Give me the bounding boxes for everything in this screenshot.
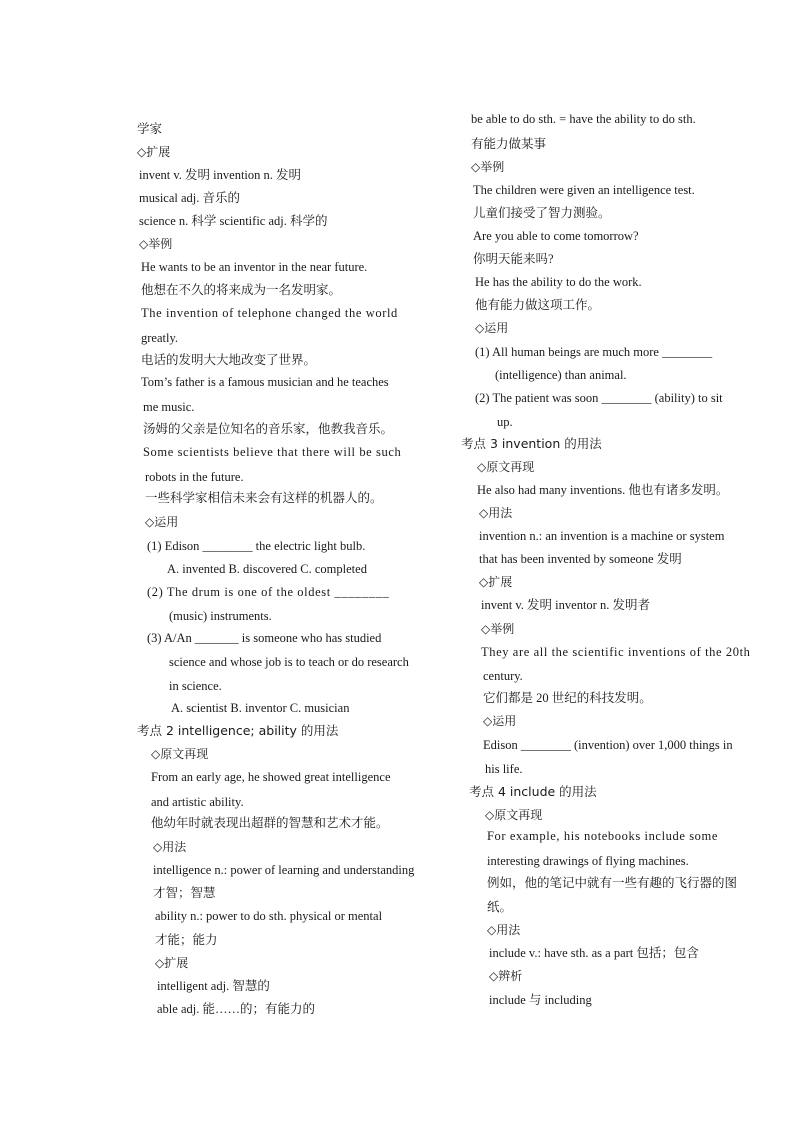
text-line: Some scientists believe that there will be such <box>143 445 402 459</box>
text-line: ability n.: power to do sth. physical or mental <box>155 909 383 923</box>
text-line: 学家 <box>137 122 163 136</box>
section-label: ◇扩展 <box>479 575 513 589</box>
text-line: He also had many inventions. 他也有诸多发明。 <box>477 483 729 497</box>
text-line: A. invented B. discovered C. completed <box>167 562 367 576</box>
text-line: 例如，他的笔记中就有一些有趣的飞行器的图 <box>487 876 738 890</box>
section-label: ◇运用 <box>145 515 179 529</box>
text-line: The children were given an intelligence test. <box>473 183 695 197</box>
text-line: (2) The drum is one of the oldest ________ <box>147 585 390 599</box>
text-line: 儿童们接受了智力测验。 <box>473 206 611 220</box>
topic-heading: 考点 3 invention 的用法 <box>461 436 602 451</box>
text-line: 有能力做某事 <box>471 137 547 151</box>
text-line: able adj. 能……的；有能力的 <box>157 1002 315 1016</box>
section-label: ◇举例 <box>471 160 505 174</box>
text-line: 它们都是 20 世纪的科技发明。 <box>483 691 652 705</box>
text-line: and artistic ability. <box>151 795 244 809</box>
text-line: 纸。 <box>487 900 513 914</box>
text-line: From an early age, he showed great intelligence <box>151 770 391 784</box>
text-line: (1) All human beings are much more ________ <box>475 345 713 359</box>
text-line: He has the ability to do the work. <box>475 275 642 289</box>
text-line: science and whose job is to teach or do research <box>169 655 409 669</box>
text-line: 他幼年时就表现出超群的智慧和艺术才能。 <box>151 816 389 830</box>
section-label: ◇运用 <box>483 714 517 728</box>
text-line: 你明天能来吗? <box>473 252 554 266</box>
section-label: ◇运用 <box>475 321 509 335</box>
text-line: 才智；智慧 <box>153 886 216 900</box>
text-line: up. <box>497 415 513 429</box>
section-label: ◇举例 <box>139 237 173 251</box>
section-label: ◇用法 <box>487 923 521 937</box>
text-line: greatly. <box>141 331 179 345</box>
text-line: A. scientist B. inventor C. musician <box>171 701 350 715</box>
text-line: science n. 科学 scientific adj. 科学的 <box>139 214 328 228</box>
text-line: He wants to be an inventor in the near future. <box>141 260 368 274</box>
text-line: invent v. 发明 inventor n. 发明者 <box>481 598 650 612</box>
text-line: 电话的发明大大地改变了世界。 <box>141 353 317 367</box>
text-line: invent v. 发明 invention n. 发明 <box>139 168 302 182</box>
topic-heading: 考点 4 include 的用法 <box>469 784 597 799</box>
text-line: 汤姆的父亲是位知名的音乐家，他教我音乐。 <box>143 422 394 436</box>
section-label: ◇用法 <box>479 506 513 520</box>
section-label: ◇辨析 <box>489 969 523 983</box>
text-line: intelligence n.: power of learning and understanding <box>153 863 415 877</box>
text-line: his life. <box>485 762 523 776</box>
text-line: interesting drawings of flying machines. <box>487 854 689 868</box>
text-line: (3) A/An _______ is someone who has studied <box>147 631 382 645</box>
section-label: ◇扩展 <box>137 145 171 159</box>
text-line: The invention of telephone changed the world <box>141 306 398 320</box>
text-line: musical adj. 音乐的 <box>139 191 241 205</box>
text-line: (intelligence) than animal. <box>495 368 627 382</box>
text-line: 他有能力做这项工作。 <box>475 298 601 312</box>
text-line: include 与 including <box>489 993 592 1007</box>
text-line: 一些科学家相信未来会有这样的机器人的。 <box>145 491 383 505</box>
text-line: robots in the future. <box>145 470 244 484</box>
topic-heading: 考点 2 intelligence; ability 的用法 <box>137 723 339 738</box>
text-line: in science. <box>169 679 222 693</box>
text-line: (1) Edison ________ the electric light bulb. <box>147 539 366 553</box>
text-line: that has been invented by someone 发明 <box>479 552 682 566</box>
section-label: ◇原文再现 <box>477 460 535 474</box>
text-line: invention n.: an invention is a machine or system <box>479 529 725 543</box>
text-line: (music) instruments. <box>169 609 272 623</box>
section-label: ◇原文再现 <box>485 808 543 822</box>
text-line: Tom’s father is a famous musician and he teaches <box>141 375 389 389</box>
text-line: 他想在不久的将来成为一名发明家。 <box>141 283 342 297</box>
section-label: ◇举例 <box>481 622 515 636</box>
section-label: ◇扩展 <box>155 956 189 970</box>
text-line: For example, his notebooks include some <box>487 829 719 843</box>
section-label: ◇原文再现 <box>151 747 209 761</box>
section-label: ◇用法 <box>153 840 187 854</box>
text-line: 才能；能力 <box>155 933 218 947</box>
text-line: Edison ________ (invention) over 1,000 things in <box>483 738 733 752</box>
text-line: century. <box>483 669 523 683</box>
text-line: be able to do sth. = have the ability to do sth. <box>471 112 696 126</box>
text-line: They are all the scientific inventions of the 20th <box>481 645 751 659</box>
text-line: intelligent adj. 智慧的 <box>157 979 270 993</box>
text-line: Are you able to come tomorrow? <box>473 229 639 243</box>
text-line: me music. <box>143 400 195 414</box>
text-line: (2) The patient was soon ________ (ability) to sit <box>475 391 723 405</box>
text-line: include v.: have sth. as a part 包括；包含 <box>489 946 699 960</box>
